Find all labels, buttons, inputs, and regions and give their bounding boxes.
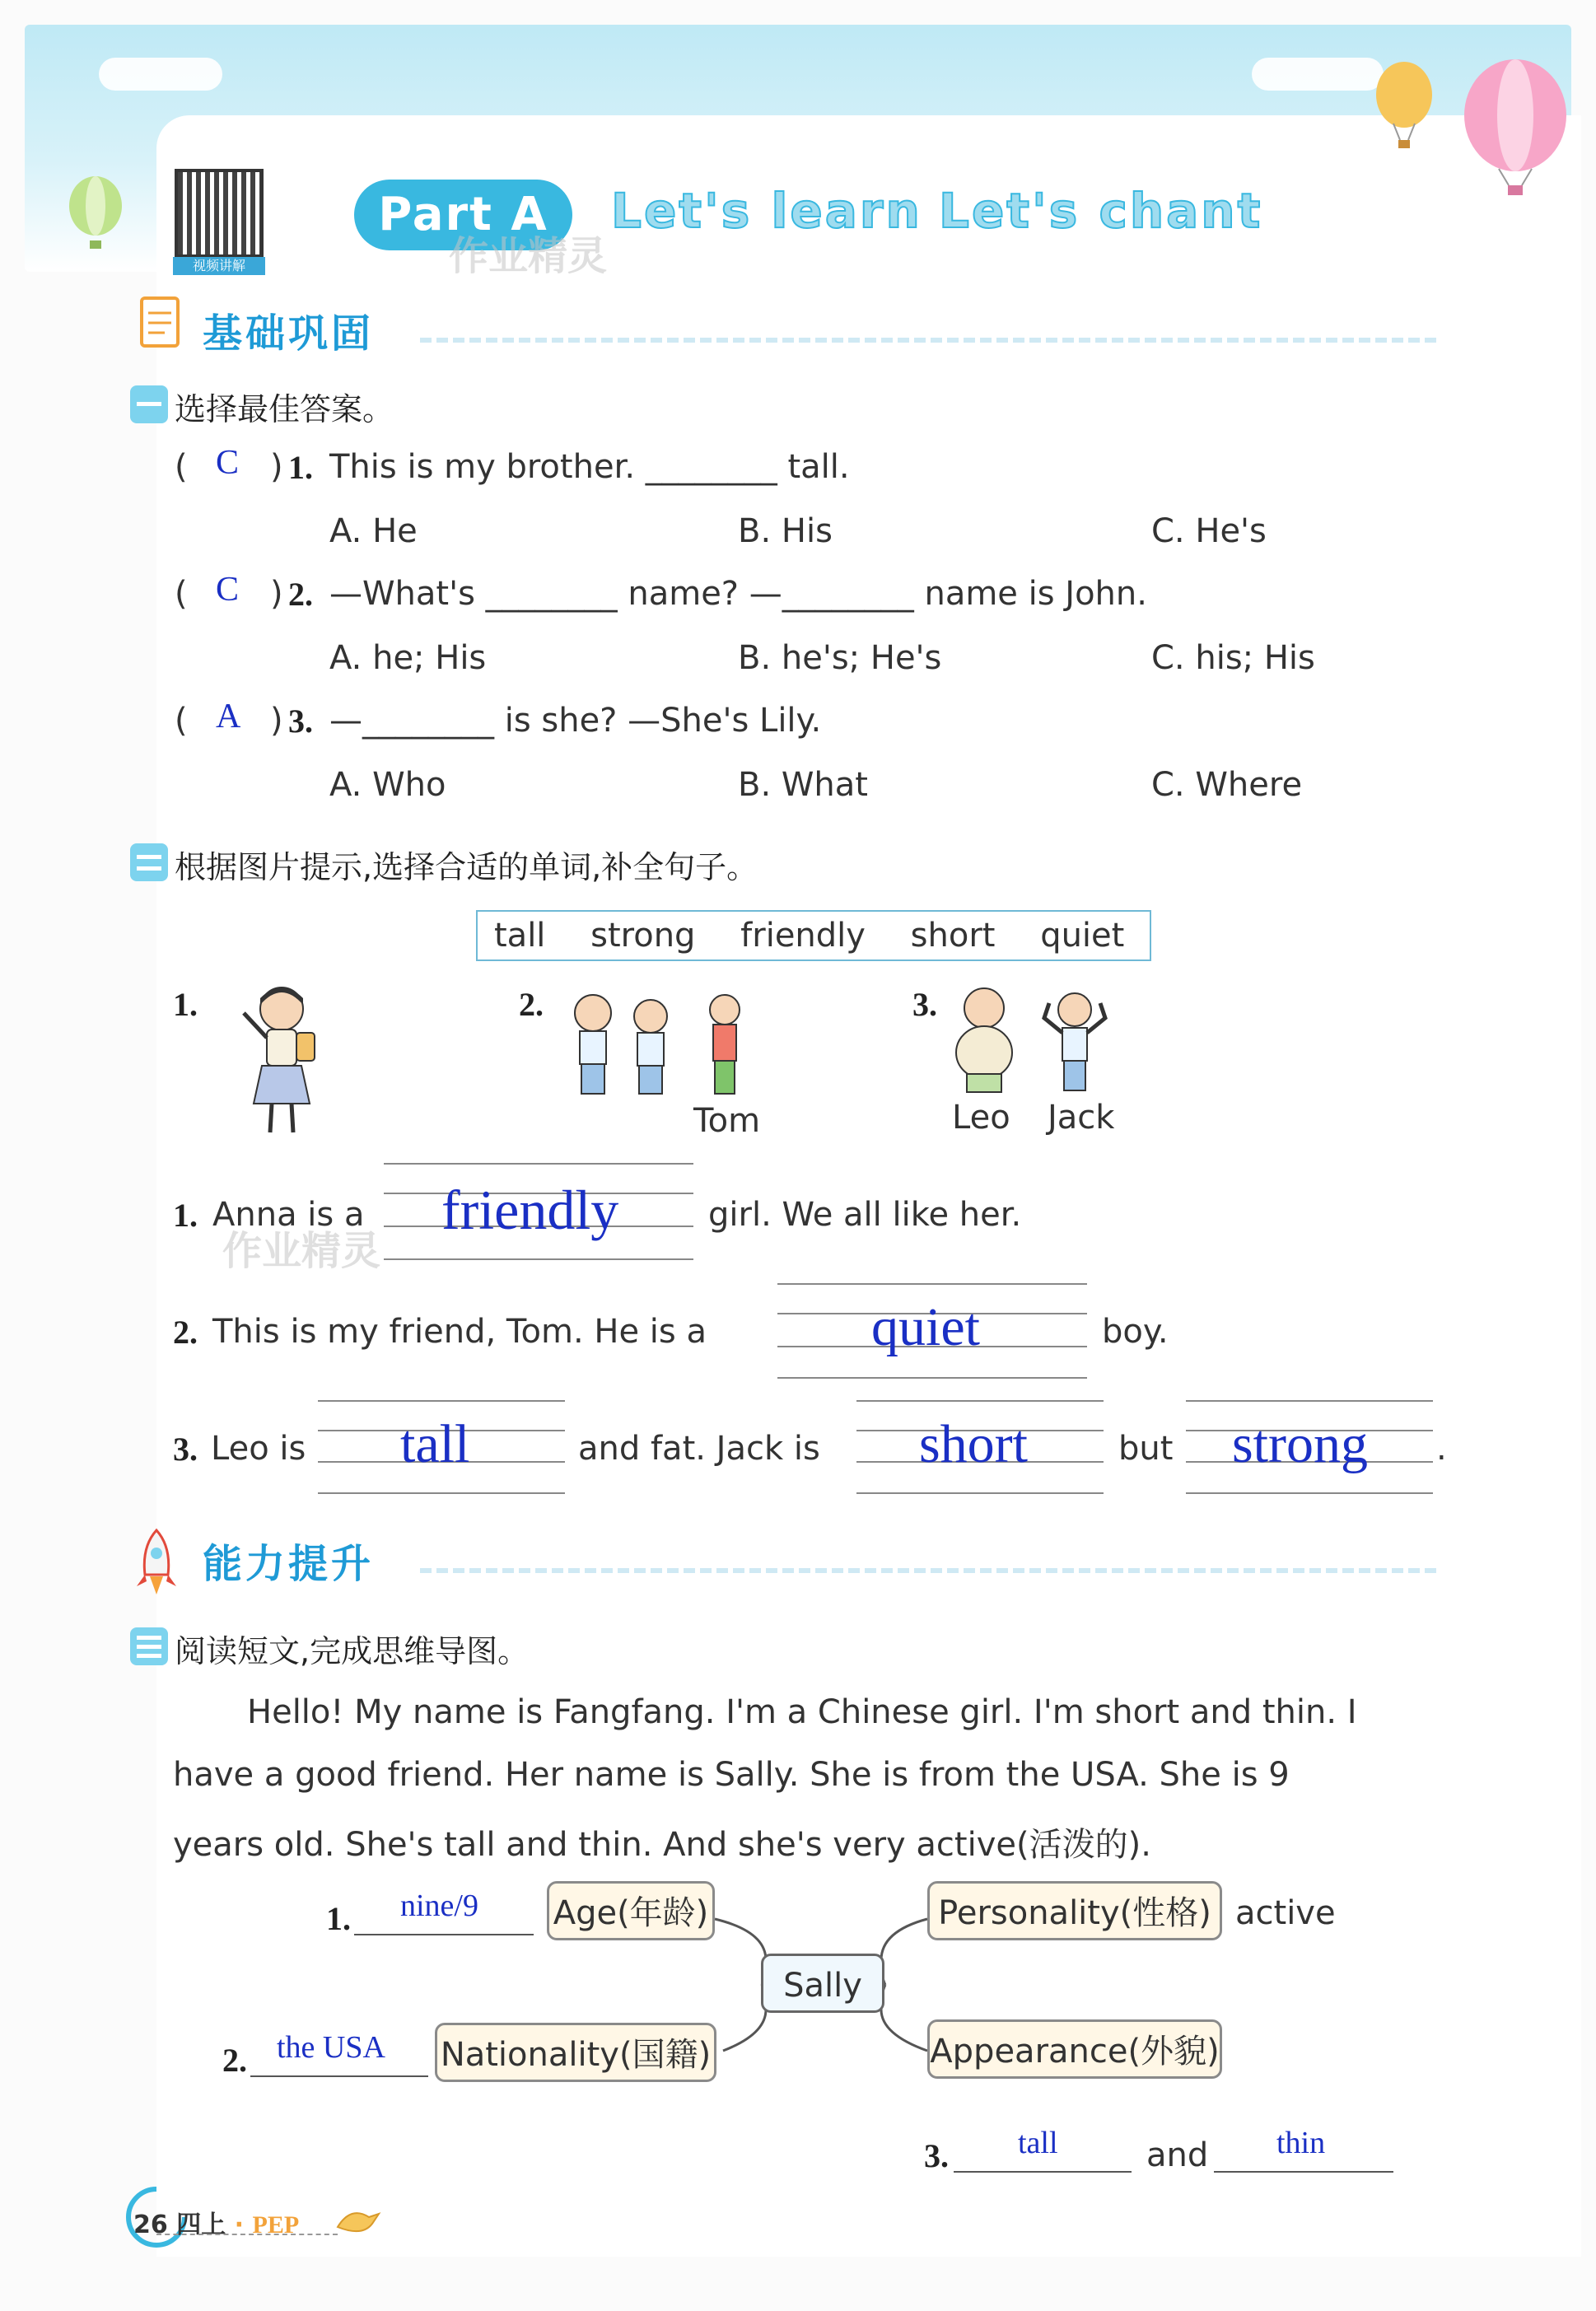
sentence-text: and fat. Jack is [578,1430,820,1468]
filled-answer: the USA [277,2030,385,2065]
question-title: 根据图片提示,选择合适的单词,补全句子。 [175,849,758,885]
watermark: 作业精灵 [222,1228,381,1274]
filled-answer: quiet [871,1297,980,1357]
item-number: 2. [288,576,313,613]
watermark: 作业精灵 [449,233,608,279]
filled-answer: thin [1276,2126,1326,2160]
footer-divider [156,2234,338,2235]
word-bank-item: strong [590,917,696,955]
item-number: 1. [288,449,313,486]
option-b: B. he's; He's [738,639,942,677]
answer-paren: ( [175,575,188,613]
question-title: 选择最佳答案。 [175,391,394,427]
answer-blank [954,2171,1132,2173]
question-text: This is my brother. ________ tall. [329,448,850,486]
word-bank-item: quiet [1040,917,1125,955]
option-c: C. He's [1151,512,1267,550]
option-a: A. He [329,512,418,550]
lesson-title-learn: Let's learn [611,183,922,239]
question-text: —What's ________ name? —________ name is John. [329,575,1147,613]
answer-choice: A [216,698,241,735]
picture-label-tom: Tom [693,1102,761,1140]
option-a: A. he; His [329,639,487,677]
answer-choice: C [216,571,240,609]
page-number: 26 [133,2211,168,2239]
passage-line: have a good friend. Her name is Sally. She is from the USA. She is 9 [173,1756,1290,1794]
word-bank-item: friendly [740,917,866,955]
passage-line: Hello! My name is Fangfang. I'm a Chinese girl. I'm short and thin. I [247,1693,1357,1731]
personality-value: active [1235,1894,1336,1932]
filled-answer: strong [1232,1414,1368,1474]
filled-answer: nine/9 [400,1888,478,1923]
sentence-text: This is my friend, Tom. He is a [212,1313,707,1351]
word-bank-item: tall [494,917,546,955]
blank-number: 3. [924,2137,949,2174]
edition-label: PEP [252,2211,300,2239]
sentence-number: 2. [173,1314,198,1351]
filled-answer: friendly [441,1179,619,1241]
mind-map-nationality: Nationality(国籍) [435,2023,716,2082]
option-c: C. his; His [1151,639,1315,677]
qr-caption: 视频讲解 [173,257,265,275]
answer-blank [354,1934,534,1935]
mind-map-personality: Personality(性格) [927,1881,1222,1940]
answer-paren: ( [175,448,188,486]
sentence-text: boy. [1102,1313,1169,1351]
picture-label-jack: Jack [1048,1099,1115,1137]
answer-paren: ) [270,448,283,486]
blank-number: 2. [222,2042,247,2079]
sentence-text: Leo is [211,1430,306,1468]
option-b: B. What [738,766,868,804]
option-b: B. His [738,512,833,550]
filled-answer: tall [1018,2126,1058,2160]
filled-answer: tall [400,1414,470,1474]
answer-paren: ) [270,575,283,613]
passage-line: years old. She's tall and thin. And she's very active(活泼的). [173,1826,1151,1864]
sentence-number: 3. [173,1431,198,1468]
mind-map-appearance: Appearance(外貌) [927,2019,1222,2079]
grade-label: 四上 [176,2211,226,2239]
footer-page-info: 26 四上 · PEP [133,2211,300,2239]
sentence-text: . [1436,1430,1447,1468]
sentence-text: but [1118,1430,1174,1468]
lesson-title-chant: Let's chant [939,183,1263,239]
option-a: A. Who [329,766,446,804]
answer-choice: C [216,444,240,482]
part-label: Part A [354,180,572,250]
filled-answer: short [919,1414,1028,1474]
answer-blank [250,2075,428,2077]
item-number: 3. [288,703,313,740]
blank-number: 1. [326,1900,351,1937]
sentence-text: Anna is a [212,1196,365,1234]
picture-number: 1. [173,986,198,1023]
sentence-number: 1. [173,1197,198,1234]
picture-number: 2. [519,986,544,1023]
picture-number: 3. [912,986,937,1023]
sentence-text: girl. We all like her. [708,1196,1022,1234]
word-bank-item: short [910,917,996,955]
answer-paren: ( [175,702,188,740]
mind-map-center: Sally [761,1954,884,2013]
option-c: C. Where [1151,766,1303,804]
connector-word: and [1146,2136,1209,2174]
answer-blank [1214,2171,1393,2173]
question-title: 阅读短文,完成思维导图。 [175,1633,530,1669]
mind-map-age: Age(年龄) [547,1881,715,1940]
answer-paren: ) [270,702,283,740]
section-heading-advanced: 能力提升 [203,1541,375,1587]
picture-label-leo: Leo [952,1099,1010,1137]
question-text: —________ is she? —She's Lily. [329,702,822,740]
section-heading-basic: 基础巩固 [203,310,375,357]
bird-icon [333,2199,382,2240]
